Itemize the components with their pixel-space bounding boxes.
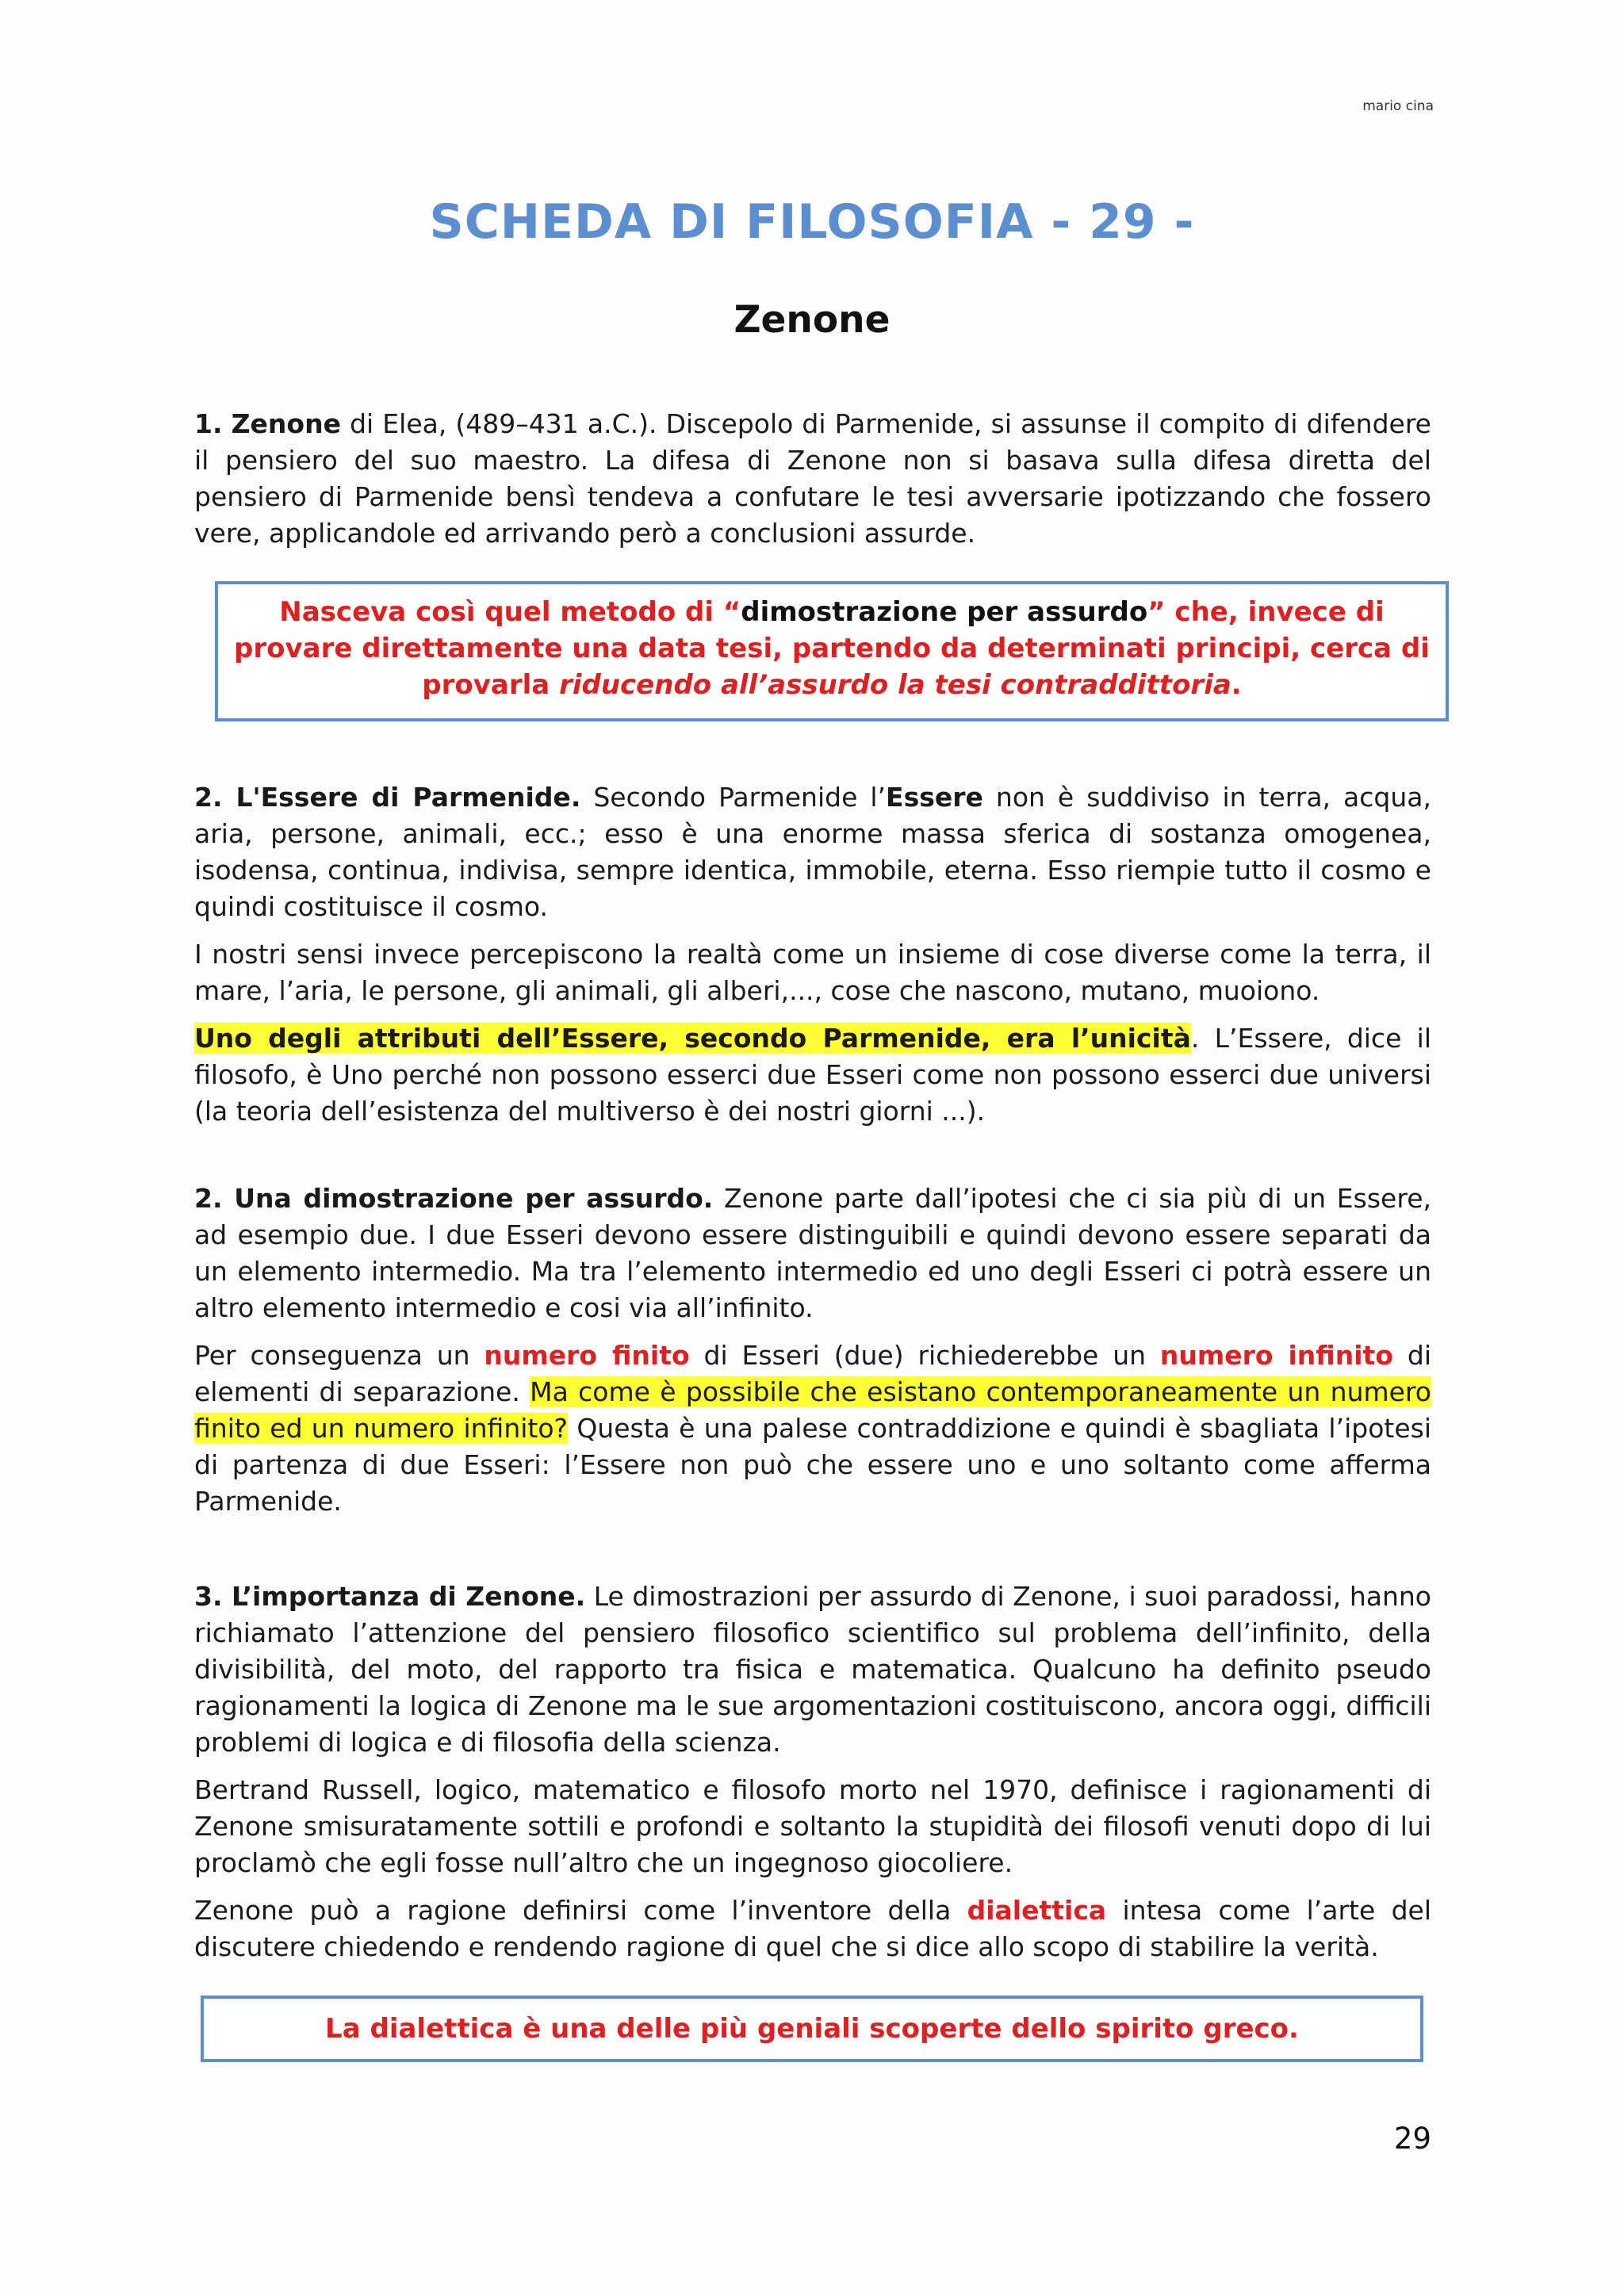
section-zenone [194, 406, 1431, 552]
paragraph-text: Zenone può a ragione definirsi come l’inventore della [194, 1895, 967, 1926]
paragraph [194, 779, 1431, 925]
section-essere-parmenide [194, 779, 1431, 1130]
paragraph [194, 1020, 1431, 1130]
callout-box-assurdo [215, 581, 1449, 721]
paragraph-text: Per conseguenza un [194, 1340, 485, 1371]
paragraph [194, 406, 1431, 552]
keyword-numero-infinito: numero infinito [1159, 1340, 1393, 1371]
paragraph-text: non è suddiviso in terra, acqua, aria, persone, animali, ecc.; esso è una enorme massa sferica di sostanza omogenea, isodensa, continua, indivisa, sempre identica, immobile, eterna. Esso riempie tutto il cosmo e quindi costituisce il cosmo. [194, 782, 1431, 922]
page-title: SCHEDA DI FILOSOFIA - 29 - [429, 194, 1195, 250]
section-importanza [194, 1578, 1431, 1965]
callout-text: Nasceva così quel metodo di [279, 596, 723, 628]
paragraph-text: Zenone parte dall’ipotesi che ci sia più di un Essere, ad esempio due. I due Esseri devono essere distinguibili e quindi devono essere separati da un elemento intermedio. Ma tra l’elemento intermedio ed uno degli Esseri ci potrà essere un altro elemento intermedio e cosi via all’infinito. [194, 1183, 1431, 1323]
highlighted-text: Ma come è possibile che esistano contemporaneamente un numero finito ed un numero infinito? [194, 1376, 1431, 1444]
callout-italic-text: riducendo all’assurdo la tesi contraddittoria [559, 669, 1231, 701]
paragraph [194, 1181, 1431, 1326]
callout-box-dialettica [201, 1996, 1423, 2062]
paragraph [194, 1578, 1431, 1761]
section-heading: 3. L’importanza di Zenone. [194, 1581, 586, 1612]
callout-quote-open: “ [722, 596, 741, 628]
section-heading: 2. Una dimostrazione per assurdo. [194, 1183, 714, 1214]
highlighted-text: Uno degli attributi dell’Essere, secondo Parmenide, era l’unicità [194, 1023, 1191, 1054]
callout-text: . [1231, 669, 1242, 701]
keyword-dialettica: dialettica [967, 1895, 1107, 1926]
paragraph-text: di elementi di separazione. [194, 1340, 1431, 1407]
callout-text: che, invece di provare direttamente una data tesi, partendo da determinati principi, cerca di provarla [234, 596, 1430, 701]
page-number: 29 [1393, 2122, 1431, 2156]
paragraph: Bertrand Russell, logico, matematico e filosofo morto nel 1970, definisce i ragionamenti di Zenone smisuratamente sottili e profondi e soltanto la stupidità dei filosofi venuti dopo di lui proclamò che egli fosse null’altro che un ingegnoso giocoliere. [194, 1774, 1431, 1878]
callout-text: La dialettica è una delle più geniali scoperte dello spirito greco. [325, 2013, 1299, 2045]
paragraph-text: Secondo Parmenide l’ [580, 782, 887, 813]
section-number: 1. [194, 408, 223, 439]
section-heading: 2. L'Essere di Parmenide. [194, 782, 581, 813]
paragraph-text: Le dimostrazioni per assurdo di Zenone, i suoi paradossi, hanno richiamato l’attenzione del pensiero filosofico scientifico sul problema dell’infinito, della divisibilità, del moto, del rapporto tra fisica e matematica. Qualcuno ha definito pseudo ragionamenti la logica di Zenone ma le sue argomentazioni costituiscono, ancora oggi, difficili problemi di logica e di filosofia della scienza. [194, 1581, 1431, 1758]
paragraph [194, 1337, 1431, 1520]
paragraph: I nostri sensi invece percepiscono la realtà come un insieme di cose diverse come la terra, il mare, l’aria, le persone, gli animali, gli alberi,..., cose che nascono, mutano, muoiono. [194, 939, 1431, 1006]
callout-quote-close: ” [1147, 596, 1166, 628]
section-dimostrazione [194, 1181, 1431, 1520]
paragraph-text: Questa è una palese contraddizione e quindi è sbagliata l’ipotesi di partenza di due Esseri: l’Essere non può che essere uno e uno soltanto come afferma Parmenide. [194, 1413, 1431, 1517]
paragraph-text: di Elea, (489–431 a.C.). Discepolo di Parmenide, si assunse il compito di difendere il pensiero del suo maestro. La difesa di Zenone non si basava sulla difesa diretta del pensiero di Parmenide bensì tendeva a confutare le tesi avversarie ipotizzando che fossero vere, applicandole ed arrivando però a conclusioni assurde. [194, 408, 1431, 549]
author-name: mario cina [1362, 98, 1434, 114]
paragraph-text: di Esseri (due) richiederebbe un [689, 1340, 1160, 1371]
keyword-numero-finito: numero finito [484, 1340, 690, 1371]
paragraph-text: intesa come l’arte del discutere chiedendo e rendendo ragione di quel che si dice allo scopo di stabilire la verità. [194, 1895, 1432, 1962]
paragraph-text: . L’Essere, dice il filosofo, è Uno perché non possono esserci due Esseri come non possono esserci due universi (la teoria dell’esistenza del multiverso è dei nostri giorni ...). [194, 1023, 1431, 1127]
callout-keyword: dimostrazione per assurdo [741, 596, 1148, 628]
page-subtitle: Zenone [733, 298, 891, 342]
paragraph [194, 1892, 1431, 1965]
section-name: Zenone [231, 408, 341, 439]
keyword-essere: Essere [886, 782, 983, 813]
